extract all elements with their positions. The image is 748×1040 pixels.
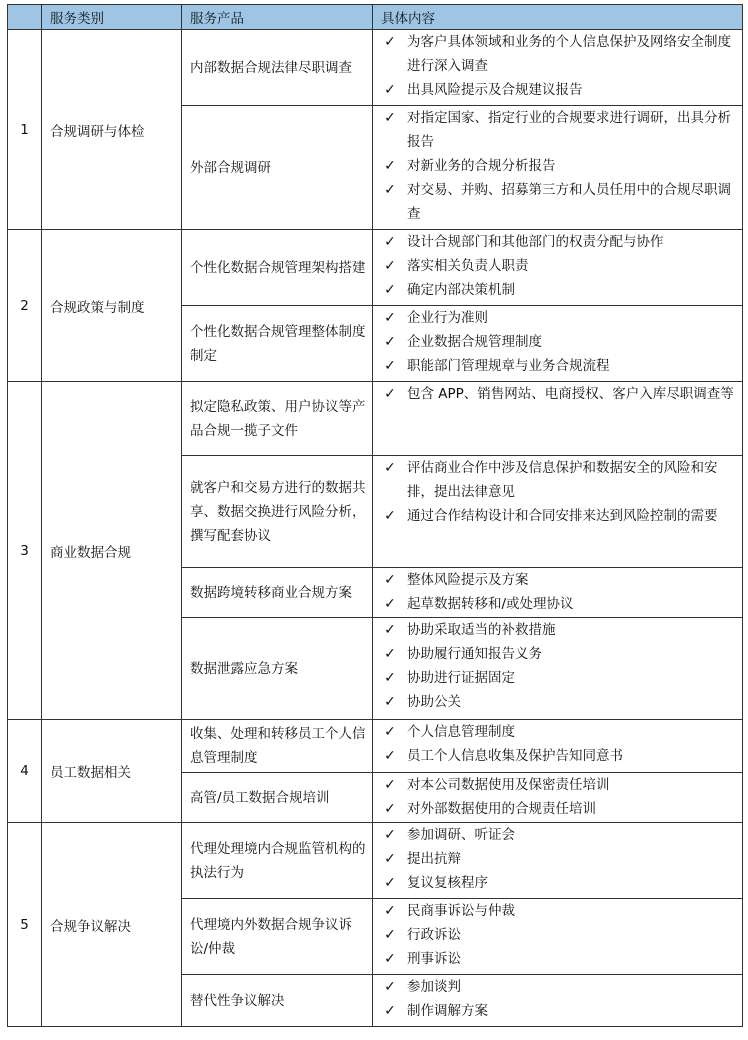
detail-text: 参加调研、听证会 <box>407 827 515 843</box>
list-item <box>373 871 738 895</box>
detail-list <box>373 773 738 821</box>
detail-text: 对交易、并购、招募第三方和人员任用中的合规尽职调查 <box>407 182 731 222</box>
checkmark-icon: ✓ <box>384 801 396 817</box>
list-item <box>373 354 738 378</box>
checkmark-icon: ✓ <box>384 646 396 662</box>
service-product: 内部数据合规法律尽职调查 <box>182 30 373 106</box>
checkmark-icon: ✓ <box>384 182 396 198</box>
detail-text: 参加谈判 <box>407 979 461 995</box>
detail-text: 企业行为准则 <box>407 310 488 326</box>
checkmark-icon: ✓ <box>384 508 396 524</box>
detail-text: 通过合作结构设计和合同安排来达到风险控制的需要 <box>407 508 718 524</box>
list-item <box>373 330 738 354</box>
detail-text: 民商事诉讼与仲裁 <box>407 903 515 919</box>
service-product: 个性化数据合规管理架构搭建 <box>182 230 373 306</box>
service-product: 代理境内外数据合规争议诉讼/仲裁 <box>182 899 373 975</box>
detail-list <box>373 382 738 406</box>
checkmark-icon: ✓ <box>384 903 396 919</box>
service-product: 替代性争议解决 <box>182 975 373 1027</box>
service-product: 代理处理境内合规监管机构的执法行为 <box>182 823 373 899</box>
list-item <box>373 382 738 406</box>
header-details: 具体内容 <box>373 5 743 30</box>
document-page <box>7 4 743 1027</box>
service-product: 数据跨境转移商业合规方案 <box>182 568 373 618</box>
list-item <box>373 618 738 642</box>
checkmark-icon: ✓ <box>384 358 396 374</box>
checkmark-icon: ✓ <box>384 724 396 740</box>
header-product: 服务产品 <box>182 5 373 30</box>
detail-text: 对本公司数据使用及保密责任培训 <box>407 777 610 793</box>
detail-list <box>373 230 738 302</box>
list-item <box>373 847 738 871</box>
checkmark-icon: ✓ <box>384 258 396 274</box>
header-row <box>8 5 743 30</box>
list-item <box>373 456 738 504</box>
list-item <box>373 923 738 947</box>
detail-text: 为客户具体领域和业务的个人信息保护及网络安全制度进行深入调查 <box>407 34 731 74</box>
checkmark-icon: ✓ <box>384 282 396 298</box>
detail-list <box>373 106 738 226</box>
service-details <box>373 568 743 618</box>
list-item <box>373 78 738 102</box>
list-item <box>373 106 738 154</box>
table-row <box>8 230 743 306</box>
section-number: 3 <box>8 382 42 720</box>
header-category: 服务类别 <box>42 5 182 30</box>
list-item <box>373 690 738 714</box>
table-row <box>8 30 743 106</box>
table-header <box>8 5 743 30</box>
list-item <box>373 30 738 78</box>
list-item <box>373 592 738 616</box>
service-details <box>373 899 743 975</box>
table-row <box>8 382 743 456</box>
detail-text: 对新业务的合规分析报告 <box>407 158 556 174</box>
detail-list <box>373 823 738 895</box>
detail-text: 设计合规部门和其他部门的权责分配与协作 <box>407 234 664 250</box>
list-item <box>373 254 738 278</box>
services-table <box>7 4 743 1027</box>
detail-text: 确定内部决策机制 <box>407 282 515 298</box>
list-item <box>373 947 738 971</box>
table-body <box>8 30 743 1027</box>
list-item <box>373 230 738 254</box>
checkmark-icon: ✓ <box>384 1003 396 1019</box>
detail-text: 整体风险提示及方案 <box>407 572 529 588</box>
detail-text: 协助履行通知报告义务 <box>407 646 542 662</box>
detail-list <box>373 975 738 1023</box>
service-product: 就客户和交易方进行的数据共享、数据交换进行风险分析，撰写配套协议 <box>182 456 373 568</box>
detail-text: 职能部门管理规章与业务合规流程 <box>407 358 610 374</box>
detail-text: 落实相关负责人职责 <box>407 258 529 274</box>
detail-text: 刑事诉讼 <box>407 951 461 967</box>
checkmark-icon: ✓ <box>384 851 396 867</box>
detail-text: 提出抗辩 <box>407 851 461 867</box>
service-details <box>373 456 743 568</box>
detail-text: 对指定国家、指定行业的合规要求进行调研，出具分析报告 <box>407 110 731 150</box>
list-item <box>373 306 738 330</box>
table-row <box>8 720 743 773</box>
section-number: 1 <box>8 30 42 230</box>
checkmark-icon: ✓ <box>384 34 396 50</box>
detail-list <box>373 618 738 714</box>
detail-text: 行政诉讼 <box>407 927 461 943</box>
detail-text: 起草数据转移和/或处理协议 <box>407 596 574 612</box>
detail-list <box>373 720 738 768</box>
checkmark-icon: ✓ <box>384 110 396 126</box>
detail-list <box>373 306 738 378</box>
checkmark-icon: ✓ <box>384 951 396 967</box>
list-item <box>373 773 738 797</box>
list-item <box>373 975 738 999</box>
service-details <box>373 773 743 823</box>
service-category: 员工数据相关 <box>42 720 182 823</box>
detail-text: 企业数据合规管理制度 <box>407 334 542 350</box>
list-item <box>373 797 738 821</box>
service-details <box>373 306 743 382</box>
service-category: 合规调研与体检 <box>42 30 182 230</box>
list-item <box>373 666 738 690</box>
detail-list <box>373 899 738 971</box>
checkmark-icon: ✓ <box>384 622 396 638</box>
service-details <box>373 230 743 306</box>
detail-text: 对外部数据使用的合规责任培训 <box>407 801 596 817</box>
list-item <box>373 720 738 744</box>
checkmark-icon: ✓ <box>384 82 396 98</box>
section-number: 5 <box>8 823 42 1027</box>
detail-text: 制作调解方案 <box>407 1003 488 1019</box>
checkmark-icon: ✓ <box>384 460 396 476</box>
checkmark-icon: ✓ <box>384 334 396 350</box>
service-details <box>373 823 743 899</box>
checkmark-icon: ✓ <box>384 694 396 710</box>
section-number: 4 <box>8 720 42 823</box>
service-category: 商业数据合规 <box>42 382 182 720</box>
service-product: 数据泄露应急方案 <box>182 618 373 720</box>
detail-list <box>373 456 738 528</box>
checkmark-icon: ✓ <box>384 777 396 793</box>
detail-text: 协助采取适当的补救措施 <box>407 622 556 638</box>
checkmark-icon: ✓ <box>384 875 396 891</box>
checkmark-icon: ✓ <box>384 158 396 174</box>
checkmark-icon: ✓ <box>384 386 396 402</box>
checkmark-icon: ✓ <box>384 748 396 764</box>
service-category: 合规争议解决 <box>42 823 182 1027</box>
service-details <box>373 382 743 456</box>
section-number: 2 <box>8 230 42 382</box>
detail-list <box>373 568 738 616</box>
detail-text: 评估商业合作中涉及信息保护和数据安全的风险和安排，提出法律意见 <box>407 460 718 500</box>
service-category: 合规政策与制度 <box>42 230 182 382</box>
list-item <box>373 899 738 923</box>
detail-text: 协助进行证据固定 <box>407 670 515 686</box>
service-details <box>373 106 743 230</box>
service-product: 个性化数据合规管理整体制度制定 <box>182 306 373 382</box>
checkmark-icon: ✓ <box>384 979 396 995</box>
detail-text: 包含 APP、销售网站、电商授权、客户入库尽职调查等 <box>407 386 734 402</box>
checkmark-icon: ✓ <box>384 827 396 843</box>
service-product: 拟定隐私政策、用户协议等产品合规一揽子文件 <box>182 382 373 456</box>
list-item <box>373 823 738 847</box>
service-details <box>373 618 743 720</box>
checkmark-icon: ✓ <box>384 572 396 588</box>
checkmark-icon: ✓ <box>384 670 396 686</box>
header-index <box>8 5 42 30</box>
checkmark-icon: ✓ <box>384 927 396 943</box>
detail-text: 个人信息管理制度 <box>407 724 515 740</box>
list-item <box>373 504 738 528</box>
service-product: 收集、处理和转移员工个人信息管理制度 <box>182 720 373 773</box>
detail-text: 复议复核程序 <box>407 875 488 891</box>
service-product: 高管/员工数据合规培训 <box>182 773 373 823</box>
list-item <box>373 999 738 1023</box>
detail-list <box>373 30 738 102</box>
checkmark-icon: ✓ <box>384 596 396 612</box>
checkmark-icon: ✓ <box>384 234 396 250</box>
list-item <box>373 278 738 302</box>
service-details <box>373 975 743 1027</box>
detail-text: 出具风险提示及合规建议报告 <box>407 82 583 98</box>
list-item <box>373 642 738 666</box>
list-item <box>373 744 738 768</box>
service-product: 外部合规调研 <box>182 106 373 230</box>
detail-text: 员工个人信息收集及保护告知同意书 <box>407 748 623 764</box>
detail-text: 协助公关 <box>407 694 461 710</box>
checkmark-icon: ✓ <box>384 310 396 326</box>
list-item <box>373 154 738 178</box>
list-item <box>373 568 738 592</box>
table-row <box>8 823 743 899</box>
service-details <box>373 30 743 106</box>
list-item <box>373 178 738 226</box>
service-details <box>373 720 743 773</box>
